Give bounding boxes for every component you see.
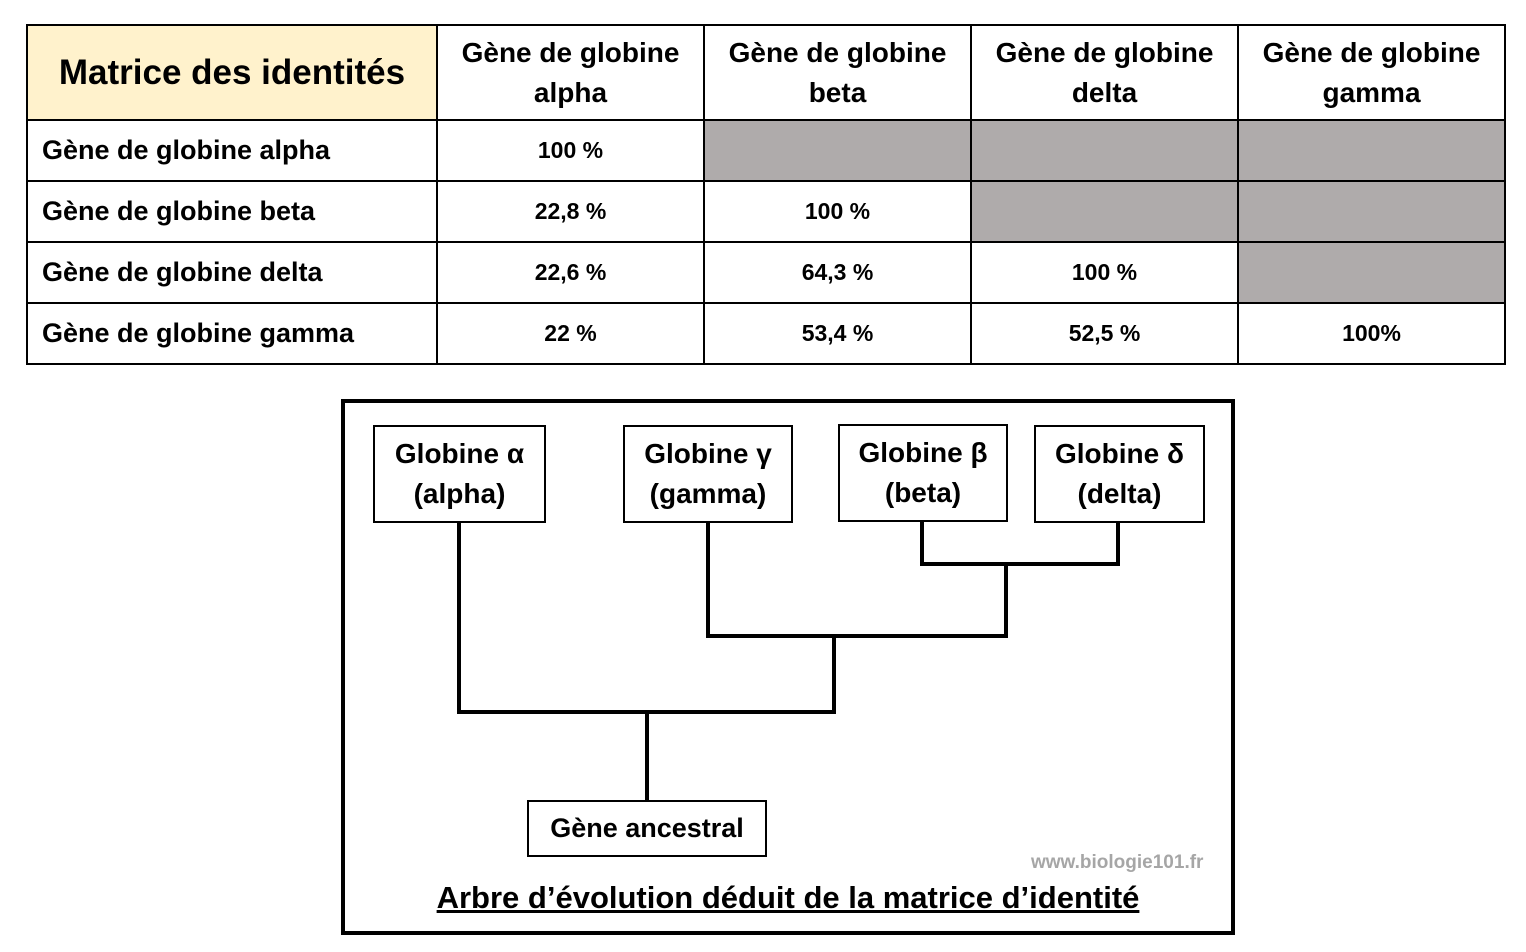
col-header-alpha: Gène de globine alpha xyxy=(437,25,704,120)
cell-beta-beta: 100 % xyxy=(704,181,971,242)
cell-delta-delta: 100 % xyxy=(971,242,1238,303)
leaf-globine-alpha: Globine α (alpha) xyxy=(373,425,546,523)
cell-beta-alpha: 22,8 % xyxy=(437,181,704,242)
tree-caption: Arbre d’évolution déduit de la matrice d’identité xyxy=(436,880,1140,915)
cell-gamma-delta: 52,5 % xyxy=(971,303,1238,364)
leaf-globine-gamma: Globine γ (gamma) xyxy=(623,425,793,523)
row-header-gamma: Gène de globine gamma xyxy=(27,303,437,364)
row-header-delta: Gène de globine delta xyxy=(27,242,437,303)
row-header-beta: Gène de globine beta xyxy=(27,181,437,242)
watermark: www.biologie101.fr xyxy=(1031,852,1204,873)
cell-alpha-alpha: 100 % xyxy=(437,120,704,181)
cell-delta-beta: 64,3 % xyxy=(704,242,971,303)
root-ancestral-gene: Gène ancestral xyxy=(527,800,767,857)
cell-gamma-beta: 53,4 % xyxy=(704,303,971,364)
row-header-alpha: Gène de globine alpha xyxy=(27,120,437,181)
cell-delta-alpha: 22,6 % xyxy=(437,242,704,303)
cell-gamma-gamma: 100% xyxy=(1238,303,1505,364)
col-header-beta: Gène de globine beta xyxy=(704,25,971,120)
col-header-gamma: Gène de globine gamma xyxy=(1238,25,1505,120)
col-header-delta: Gène de globine delta xyxy=(971,25,1238,120)
leaf-globine-delta: Globine δ (delta) xyxy=(1034,425,1205,523)
matrix-title: Matrice des identités xyxy=(27,25,437,120)
cell-gamma-alpha: 22 % xyxy=(437,303,704,364)
leaf-globine-beta: Globine β (beta) xyxy=(838,424,1008,522)
